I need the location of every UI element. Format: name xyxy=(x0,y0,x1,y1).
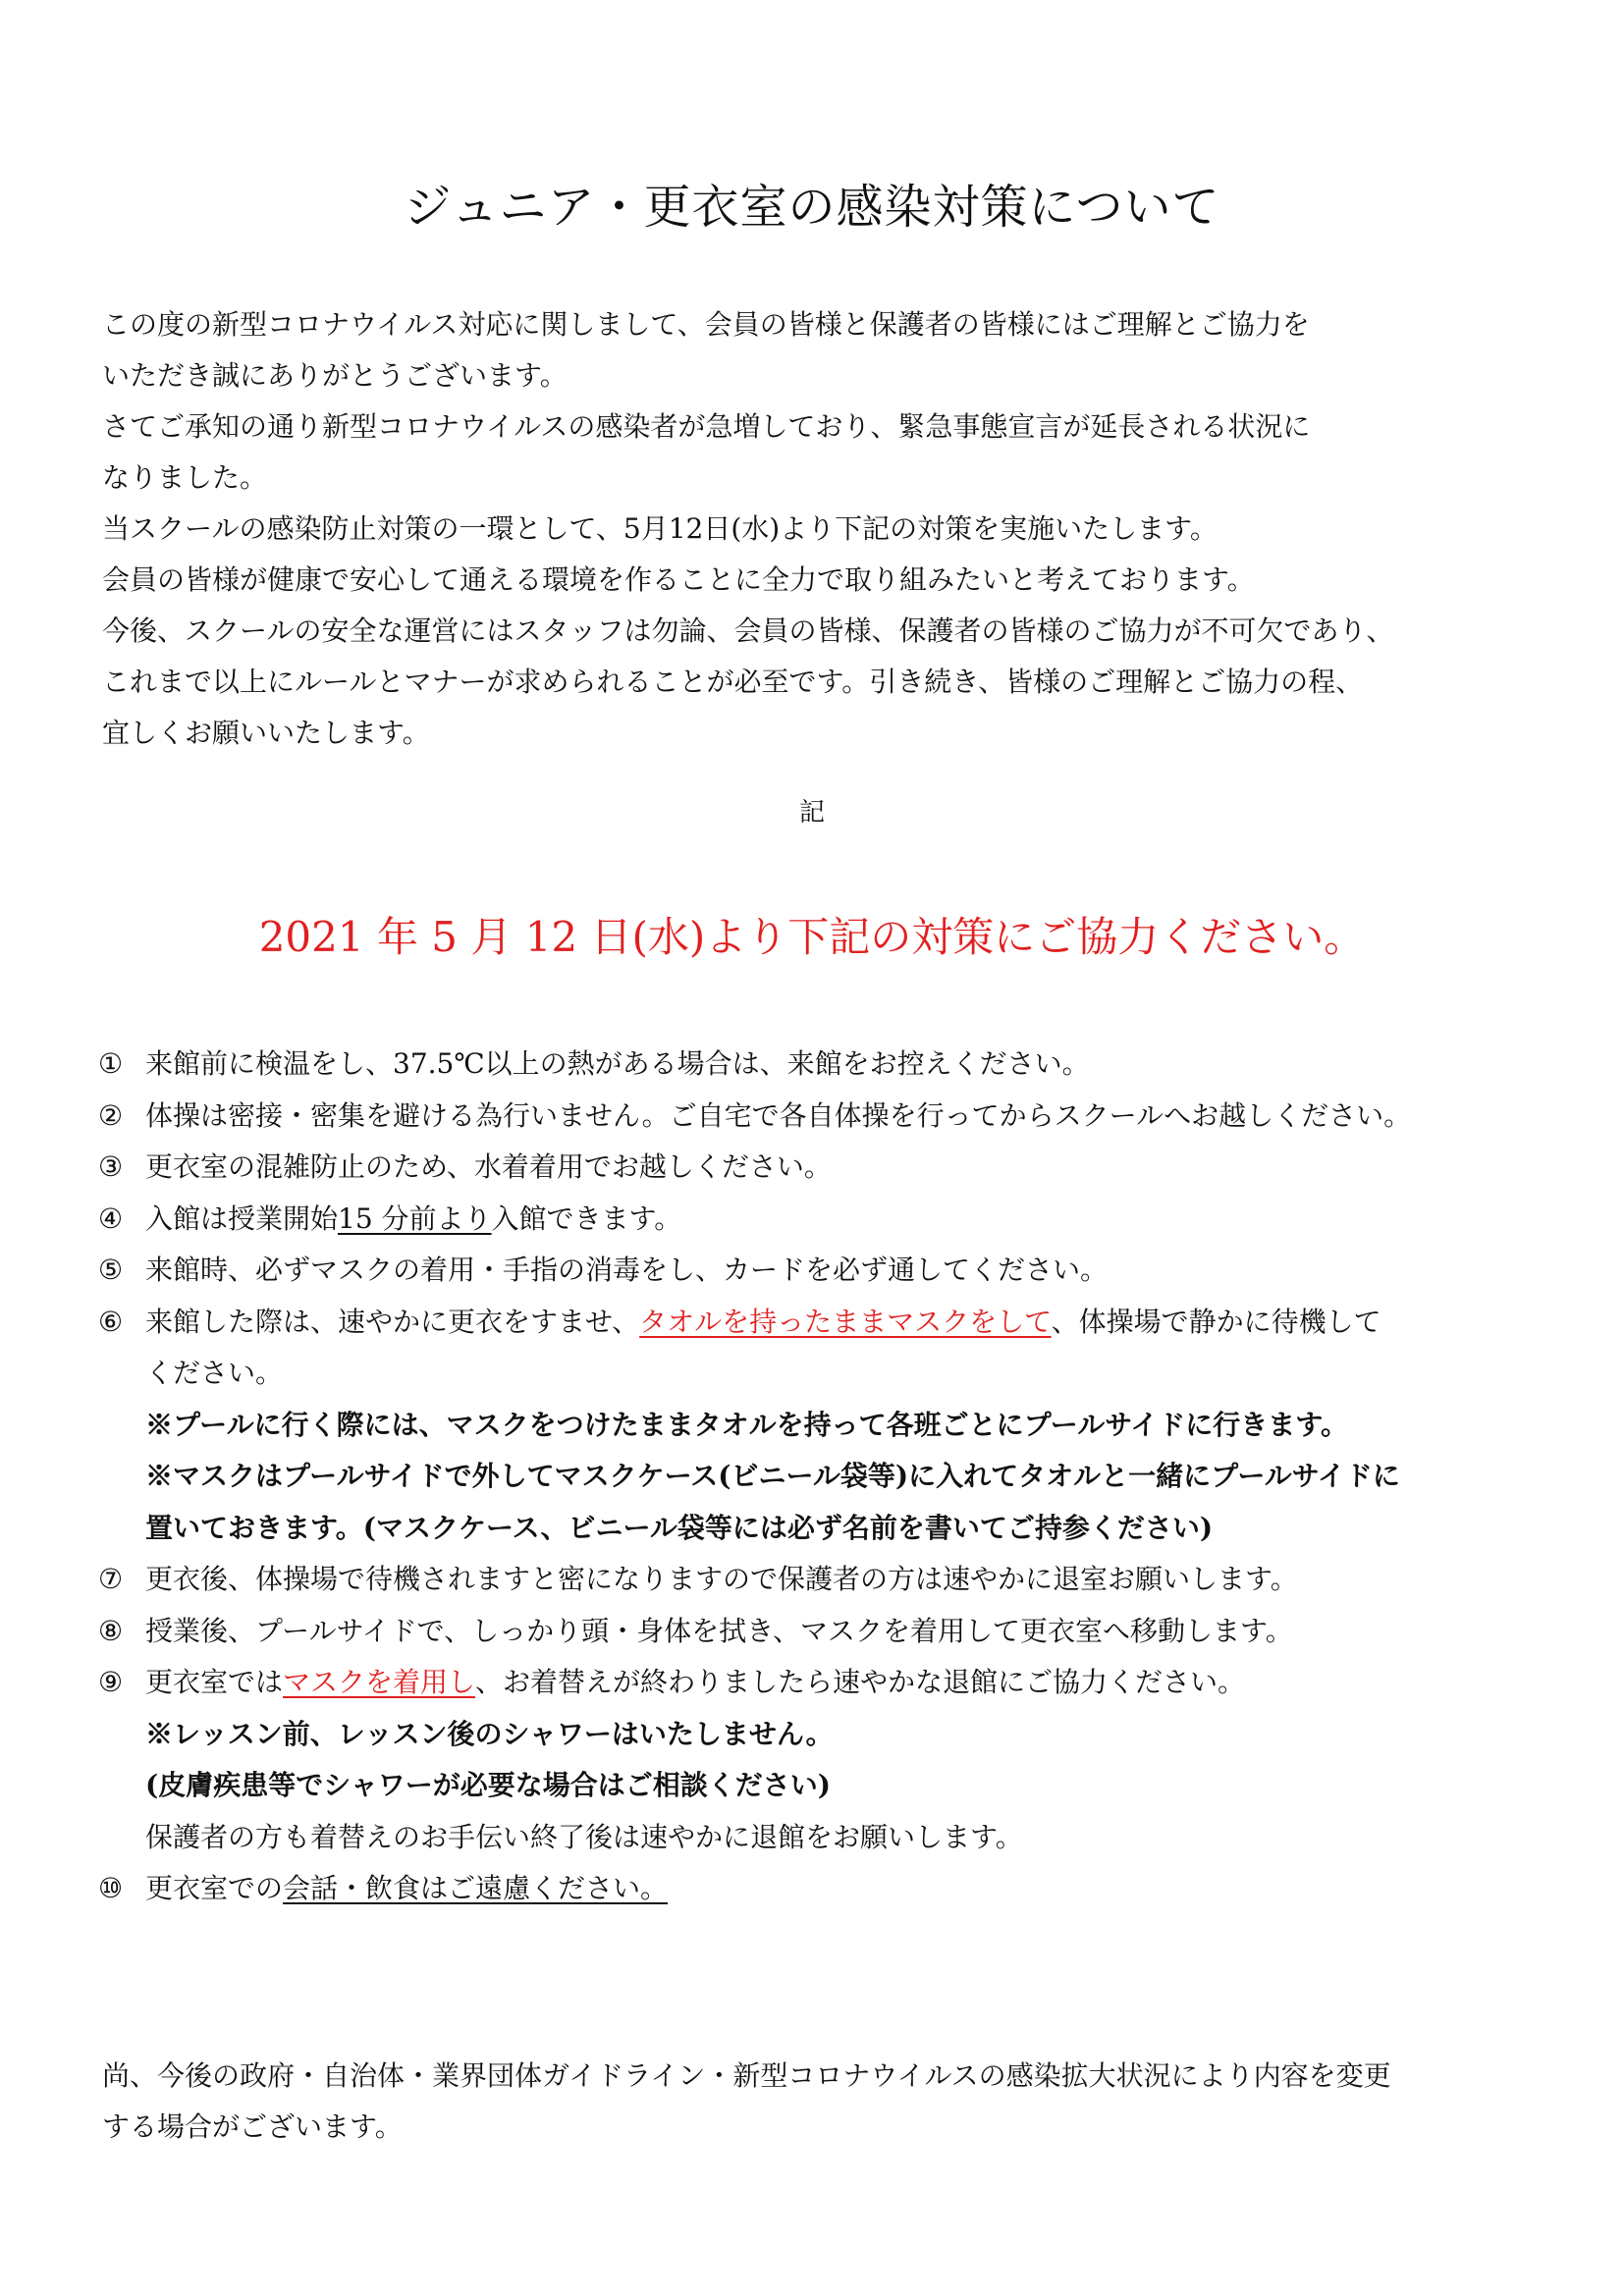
ki-heading: 記 xyxy=(798,798,825,828)
item-text: 、体操場で静かに待機して xyxy=(1051,1305,1381,1338)
list-item xyxy=(98,1297,1571,1349)
item-number: ⑤ xyxy=(98,1254,124,1286)
intro-line: 当スクールの感染防止対策の一環として、5月12日(水)より下記の対策を実施いたします。 xyxy=(102,512,1218,545)
intro-line: これまで以上にルールとマナーが求められることが必至です。引き続き、皆様のご理解とご協力の程、 xyxy=(102,666,1364,698)
document-title: ジュニア・更衣室の感染対策について xyxy=(404,180,1220,235)
list-item xyxy=(98,1554,1571,1606)
measures-list xyxy=(98,1039,1571,1915)
item-text: 体操は密接・密集を避ける為行いません。ご自宅で各自体操を行ってからスクールへお越しください。 xyxy=(145,1098,1412,1132)
intro-line: 会員の皆様が健康で安心して通える環境を作ることに全力で取り組みたいと考えております。 xyxy=(102,563,1255,596)
list-item xyxy=(98,1091,1571,1143)
item-number: ⑦ xyxy=(98,1563,124,1595)
highlighted-text: タオルを持ったままマスクをして xyxy=(639,1305,1052,1338)
item-text: 入館は授業開始 xyxy=(145,1201,339,1235)
item-number: ② xyxy=(98,1098,124,1132)
list-item xyxy=(98,1245,1571,1297)
bold-note: (皮膚疾患等でシャワーが必要な場合はご相談ください) xyxy=(145,1769,831,1801)
effective-date-heading: 2021 年 5 月 12 日(水)より下記の対策にご協力ください。 xyxy=(258,913,1366,961)
intro-line: さてご承知の通り新型コロナウイルスの感染者が急増しており、緊急事態宣言が延長される状況に xyxy=(102,410,1311,443)
item-text: 来館時、必ずマスクの着用・手指の消毒をし、カードを必ず通してください。 xyxy=(145,1254,1109,1286)
item-text: 授業後、プールサイドで、しっかり頭・身体を拭き、マスクを着用して更衣室へ移動します。 xyxy=(145,1614,1293,1647)
bold-note: ※レッスン前、レッスン後のシャワーはいたしません。 xyxy=(145,1717,834,1750)
item-text: 更衣後、体操場で待機されますと密になりますので保護者の方は速やかに退室お願いします。 xyxy=(145,1563,1298,1595)
list-item xyxy=(98,1657,1571,1709)
item-number: ① xyxy=(98,1047,124,1080)
list-item xyxy=(98,1039,1571,1091)
list-item xyxy=(98,1863,1571,1915)
intro-line: この度の新型コロナウイルス対応に関しまして、会員の皆様と保護者の皆様にはご理解とご協力を xyxy=(102,308,1310,341)
item-number: ④ xyxy=(98,1201,124,1235)
note-line: する場合がございます。 xyxy=(102,2110,403,2143)
item-number: ⑨ xyxy=(98,1666,124,1698)
item-number: ⑥ xyxy=(98,1305,124,1338)
item-number: ③ xyxy=(98,1150,124,1183)
item-text: 更衣室の混雑防止のため、水着着用でお越しください。 xyxy=(145,1150,832,1183)
intro-paragraph xyxy=(102,299,1536,759)
underlined-text: 15 分前より xyxy=(338,1201,492,1235)
item-text: 、お着替えが終わりましたら速やかな退館にご協力ください。 xyxy=(475,1666,1246,1698)
bold-note: ※マスクはプールサイドで外してマスクケース(ビニール袋等)に入れてタオルと一緒にプールサイドに xyxy=(145,1460,1400,1492)
item-continuation: ください。 xyxy=(145,1357,284,1389)
item-continuation: 保護者の方も着替えのお手伝い終了後は速やかに退館をお願いします。 xyxy=(145,1820,1023,1853)
item-number: ⑩ xyxy=(98,1872,124,1904)
item-text: 入館できます。 xyxy=(491,1201,682,1235)
closing-note xyxy=(102,2051,1536,2153)
item-text: 来館した際は、速やかに更衣をすませ、 xyxy=(145,1305,640,1338)
underlined-text: 会話・飲食はご遠慮ください。 xyxy=(283,1872,669,1904)
item-text: 更衣室での xyxy=(145,1872,284,1904)
list-item xyxy=(98,1142,1571,1194)
intro-line: 今後、スクールの安全な運営にはスタッフは勿論、会員の皆様、保護者の皆様のご協力が不可欠であり、 xyxy=(102,614,1394,647)
item-number: ⑧ xyxy=(98,1614,124,1647)
intro-line: なりました。 xyxy=(102,461,268,494)
list-item xyxy=(98,1194,1571,1246)
intro-line: いただき誠にありがとうございます。 xyxy=(102,359,568,392)
intro-line: 宜しくお願いいたします。 xyxy=(102,717,430,749)
bold-note: 置いておきます。(マスクケース、ビニール袋等には必ず名前を書いてご持参ください) xyxy=(145,1511,1214,1544)
bold-note: ※プールに行く際には、マスクをつけたままタオルを持って各班ごとにプールサイドに行きます。 xyxy=(145,1408,1349,1441)
item-text: 更衣室では xyxy=(145,1666,284,1698)
note-line: 尚、今後の政府・自治体・業界団体ガイドライン・新型コロナウイルスの感染拡大状況により内容を変更 xyxy=(102,2059,1391,2092)
list-item xyxy=(98,1606,1571,1658)
item-text: 来館前に検温をし、37.5℃以上の熱がある場合は、来館をお控えください。 xyxy=(145,1047,1090,1080)
highlighted-text: マスクを着用し xyxy=(283,1666,476,1698)
